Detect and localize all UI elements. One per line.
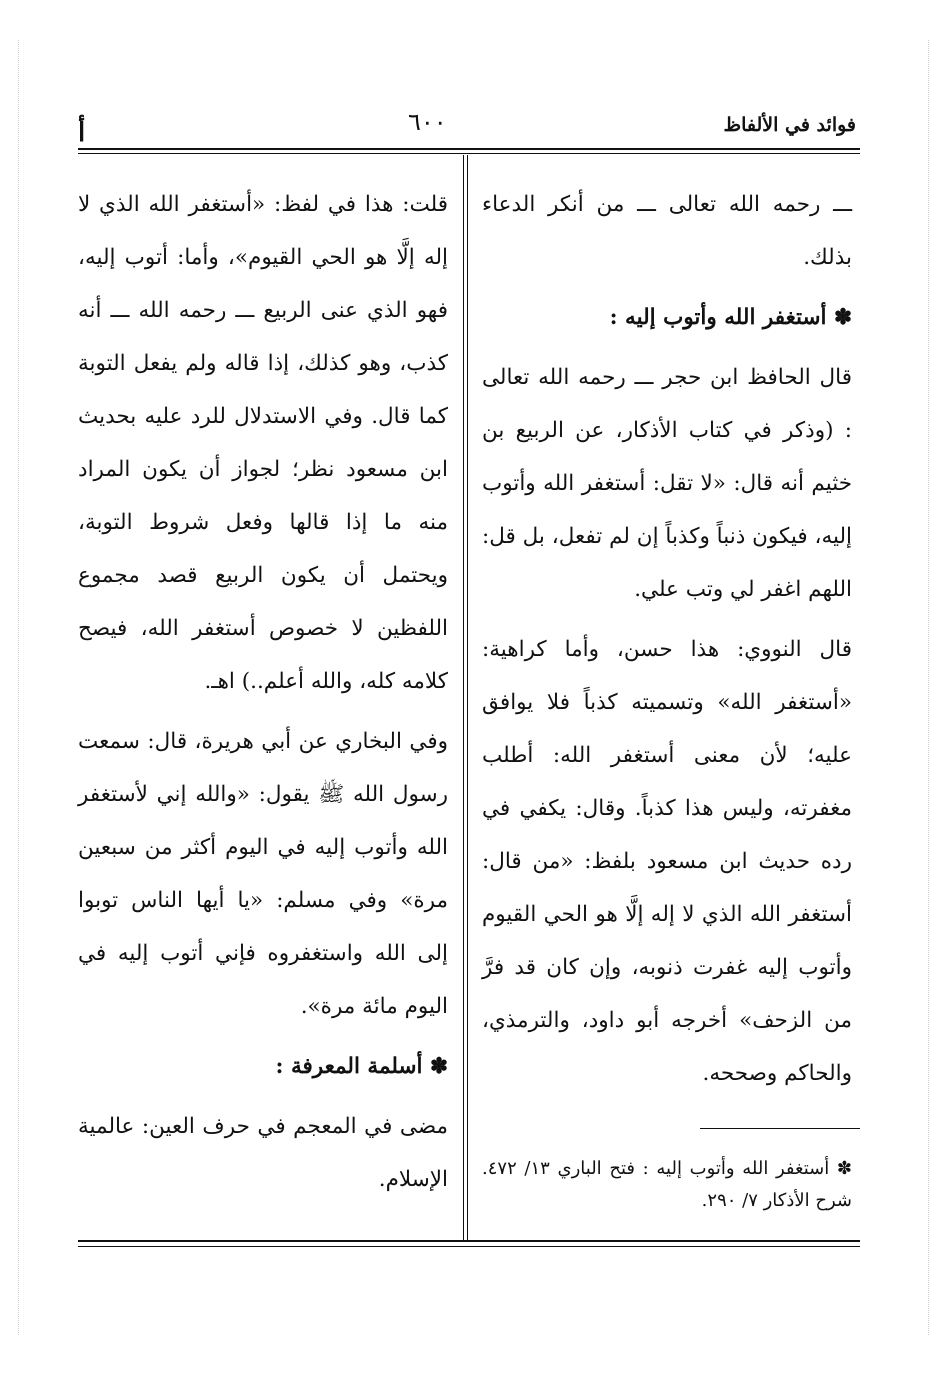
paragraph: وفي البخاري عن أبي هريرة، قال: سمعت رسول الله ﷺ يقول: «والله إني لأستغفر الله وأتوب إليه في اليوم أكثر من سبعين مرة» وفي مسلم: «يا أيها الناس توبوا إلى الله واستغفروه فإني أتوب إليه في اليوم مائة مرة». (78, 729, 448, 1019)
footer-rule (78, 1246, 860, 1247)
right-column (482, 178, 852, 1100)
header-rule (78, 153, 860, 154)
footnote-separator (700, 1128, 860, 1129)
paragraph: قال الحافظ ابن حجر ـــ رحمه الله تعالى : (وذكر في كتاب الأذكار، عن الربيع بن خثيم أنه قال: «لا تقل: أستغفر الله وأتوب إليه، فيكون ذنباً وكذباً إن لم تفعل، بل قل: اللهم اغفر لي وتب علي. (482, 365, 852, 602)
entry-heading: ✽ أستغفر الله وأتوب إليه : (609, 305, 852, 330)
page-number: ٦٠٠ (408, 108, 447, 136)
header-rule (78, 148, 860, 150)
section-letter: أ (78, 118, 86, 148)
entry-heading: ✽ أسلمة المعرفة : (275, 1054, 448, 1079)
paragraph: قال النووي: هذا حسن، وأما كراهية: «أستغفر الله» وتسميته كذباً فلا يوافق عليه؛ لأن معنى أستغفر الله: أطلب مغفرته، وليس هذا كذباً. وقال: يكفي في رده حديث ابن مسعود بلفظ: «من قال: أستغفر الله الذي لا إله إلَّا هو الحي القيوم وأتوب إليه غفرت ذنوبه، وإن كان قد فرَّ من الزحف» أخرجه أبو داود، والترمذي، والحاكم وصححه. (482, 637, 852, 1086)
paragraph: مضى في المعجم في حرف العين: عالمية الإسلام. (78, 1114, 448, 1192)
running-head (78, 108, 856, 146)
margin-dots (928, 40, 929, 1335)
paragraph: قلت: هذا في لفظ: «أستغفر الله الذي لا إله إلَّا هو الحي القيوم»، وأما: أتوب إليه، فهو الذي عنى الربيع ـــ رحمه الله ـــ أنه كذب، وهو كذلك، إذا قاله ولم يفعل التوبة كما قال. وفي الاستدلال للرد عليه بحديث ابن مسعود نظر؛ لجواز أن يكون المراد منه ما إذا قالها وفعل شروط التوبة، ويحتمل أن يكون الربيع قصد مجموع اللفظين لا خصوص أستغفر الله، فيصح كلامه كله، والله أعلم..) اهـ. (78, 192, 448, 694)
book-title: فوائد في الألفاظ (723, 114, 856, 136)
paragraph: ـــ رحمه الله تعالى ـــ من أنكر الدعاء بذلك. (482, 192, 852, 270)
left-column (78, 178, 448, 1206)
footnote: ✽ أستغفر الله وأتوب إليه : فتح الباري ١٣/ ٤٧٢. شرح الأذكار ٧/ ٢٩٠. (482, 1158, 852, 1211)
margin-dots (18, 40, 19, 1335)
column-divider (463, 155, 464, 1240)
column-divider (467, 155, 468, 1240)
footer-rule (78, 1240, 860, 1242)
